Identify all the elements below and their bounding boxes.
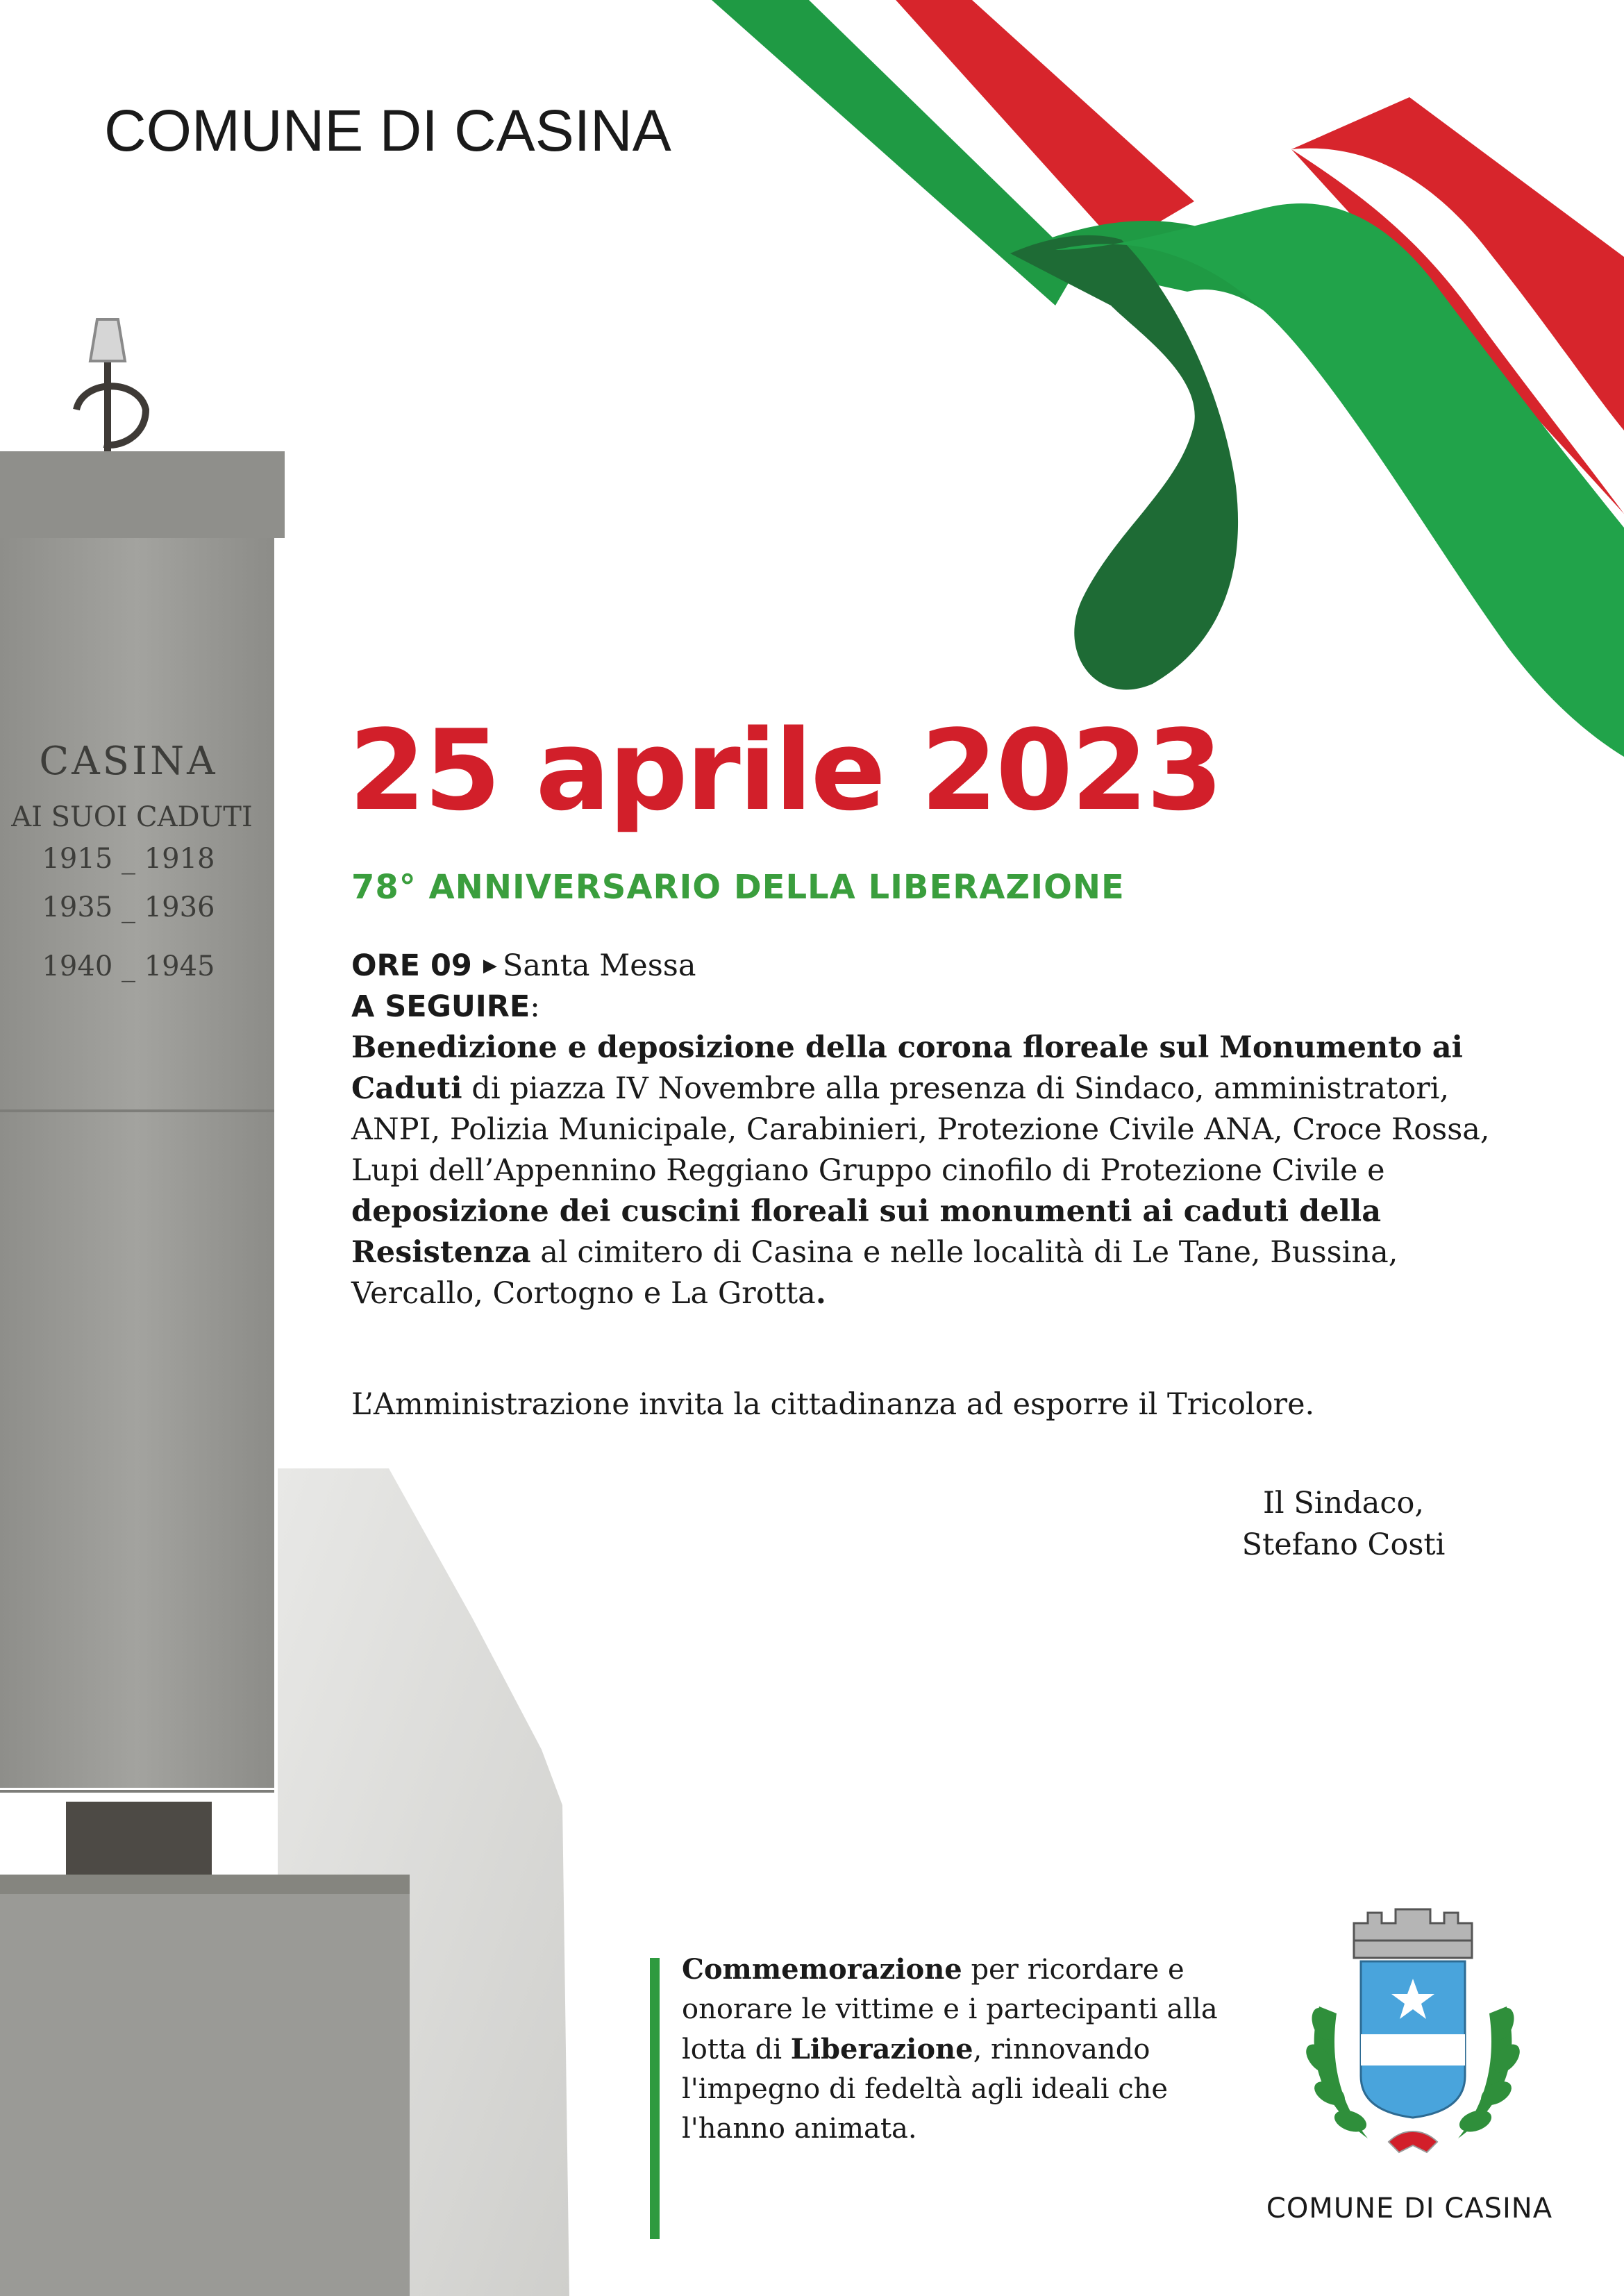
municipality-header: COMUNE DI CASINA xyxy=(104,98,671,163)
monument-inscription-line4: 1935 _ 1936 xyxy=(42,891,215,923)
commemoration-bold2: Liberazione xyxy=(790,2033,973,2065)
monument-inscription-line2: AI SUOI CADUTI xyxy=(11,801,253,833)
coat-of-arms-icon xyxy=(1291,1875,1534,2180)
mural-crown xyxy=(1354,1909,1472,1958)
column-cap xyxy=(0,451,285,538)
invitation-text: L’Amministrazione invita la cittadinanza ad esporre il Tricolore. xyxy=(351,1387,1315,1422)
footer-municipality-label: COMUNE DI CASINA xyxy=(1266,2193,1553,2224)
laurel-right xyxy=(1457,2005,1525,2138)
program-part5: . xyxy=(815,1276,826,1311)
monument-inscription-line3: 1915 _ 1918 xyxy=(42,843,215,875)
shield xyxy=(1361,1961,1465,2118)
program-part2: di piazza IV Novembre alla presenza di Sindaco, amministratori, ANPI, Polizia Municipale, Carabinieri, Protezione Civile ANA, Croce Rossa, Lupi dell’Appennino Reggiano Gruppo cinofilo di Protezione Civile e xyxy=(351,1071,1490,1188)
ribbon-bow xyxy=(1389,2131,1437,2152)
commemoration-bold1: Commemorazione xyxy=(682,1953,962,1986)
program-after-line xyxy=(351,987,1497,1028)
signature-name: Stefano Costi xyxy=(1241,1527,1446,1562)
lamp-top xyxy=(90,319,125,361)
program-part1: Benedizione e deposizione della corona floreale sul Monumento ai Caduti xyxy=(351,1030,1463,1106)
program-part4: al cimitero di Casina e nelle località di Le Tane, Bussina, Vercallo, Cortogno e La Grotta xyxy=(351,1235,1398,1311)
event-date-title: 25 aprile 2023 xyxy=(349,705,1221,835)
lamp-rod xyxy=(104,361,111,451)
monument-inscription-line5: 1940 _ 1945 xyxy=(42,950,215,982)
signature-block xyxy=(1208,1482,1479,1566)
memorial-plaque xyxy=(66,1802,212,1875)
program-description xyxy=(351,1028,1497,1314)
signature-role: Il Sindaco, xyxy=(1262,1486,1425,1520)
play-arrow-icon: ▶ xyxy=(483,955,497,976)
monument-inscription-line1: CASINA xyxy=(39,739,218,784)
accent-bar xyxy=(650,1958,660,2239)
program-part3: deposizione dei cuscini floreali sui monumenti ai caduti della Resistenza xyxy=(351,1194,1382,1270)
column-shaft xyxy=(0,538,274,1788)
time-label: ORE 09 xyxy=(351,948,472,983)
program-time-line xyxy=(351,946,1497,987)
commemoration-text1: per ricordare e onorare le vittime e i partecipanti alla lotta di xyxy=(682,1954,1218,2065)
after-colon: : xyxy=(530,989,540,1024)
ribbon-green-fold xyxy=(1010,235,1238,690)
after-label: A SEGUIRE xyxy=(351,989,530,1024)
commemoration-text xyxy=(682,1950,1251,2149)
laurel-left xyxy=(1301,2005,1369,2138)
anniversary-subtitle: 78° ANNIVERSARIO DELLA LIBERAZIONE xyxy=(351,868,1125,907)
column-base xyxy=(0,1875,410,2296)
event-program xyxy=(351,946,1497,1314)
commemoration-text2: , rinnovando l'impegno di fedeltà agli ideali che l'hanno animata. xyxy=(682,2034,1169,2145)
time-event: Santa Messa xyxy=(502,948,696,983)
